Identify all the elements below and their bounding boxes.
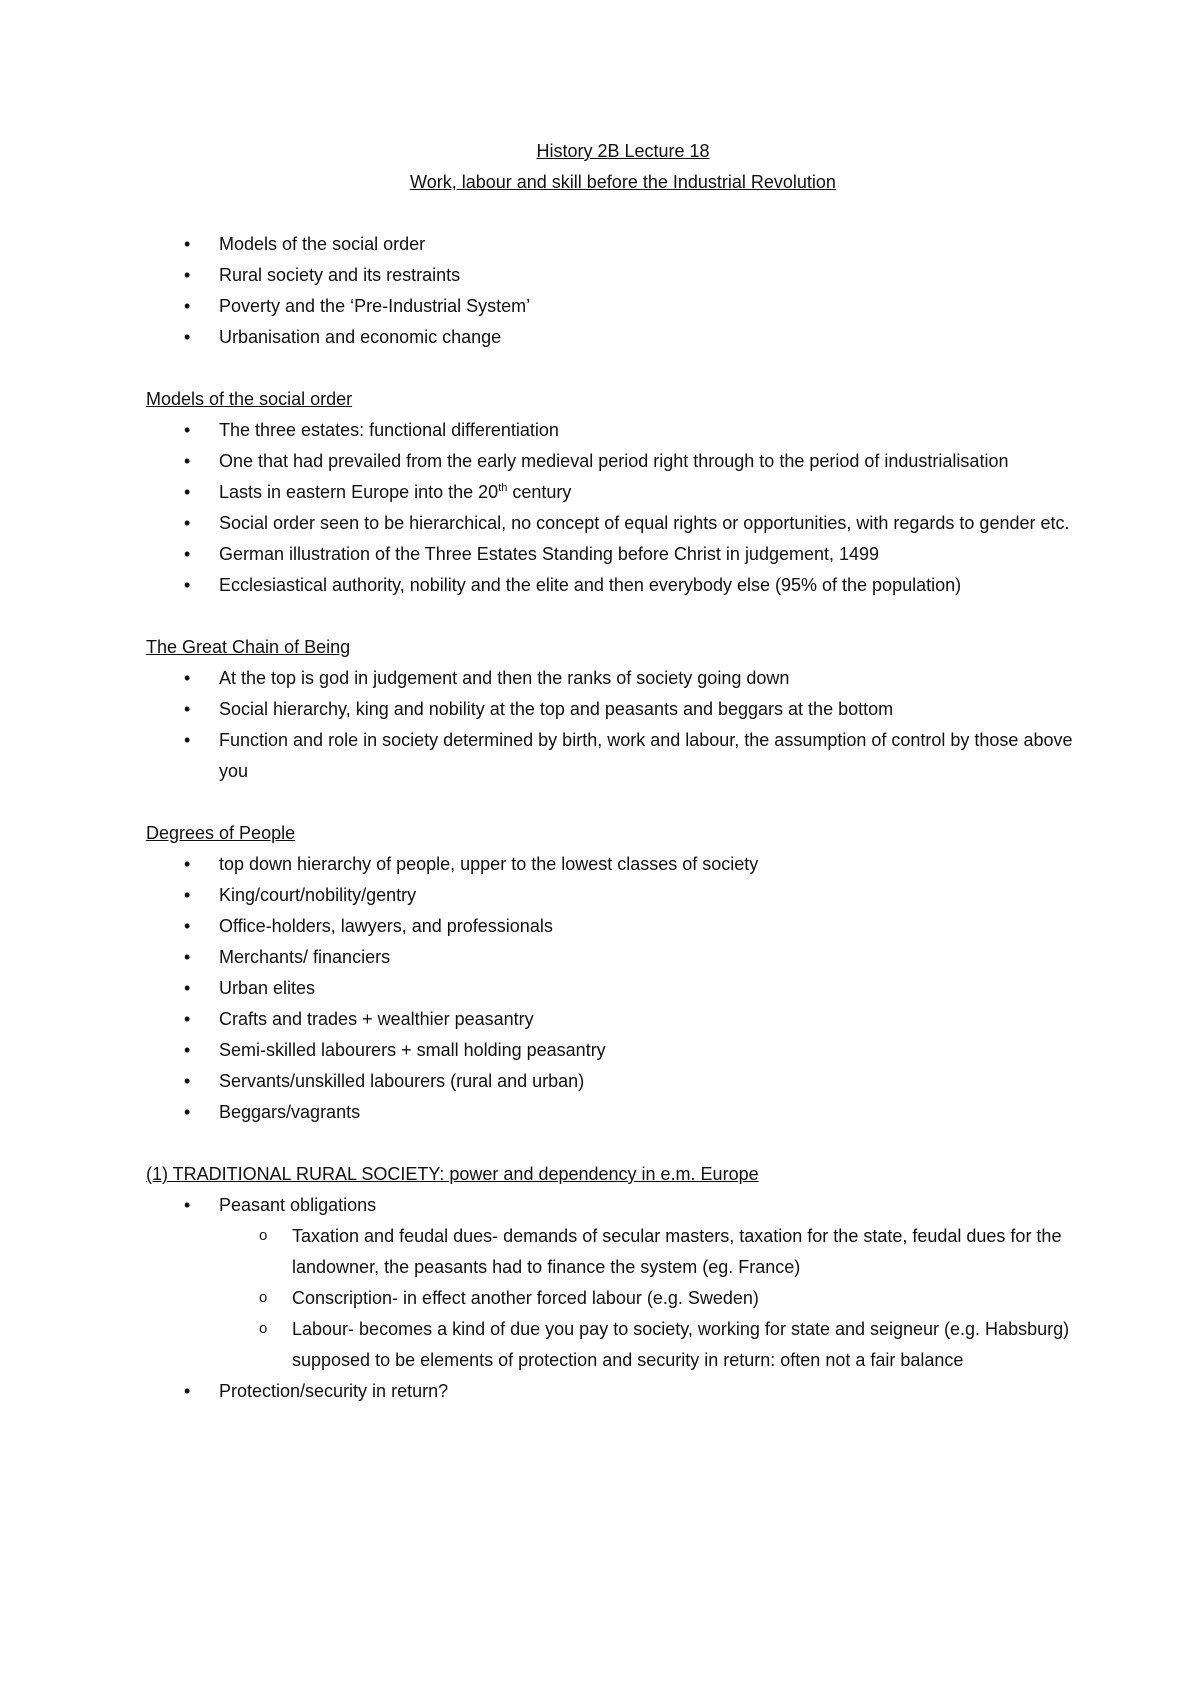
- chain-list: [146, 663, 1100, 787]
- list-item: • Urban elites: [146, 973, 1100, 1004]
- section-heading-degrees: Degrees of People: [146, 823, 296, 843]
- list-item: • Ecclesiastical authority, nobility and the elite and then everybody else (95% of the population): [146, 570, 1100, 601]
- list-item: • Merchants/ financiers: [146, 942, 1100, 973]
- overview-list: [146, 229, 1100, 353]
- list-item: • Urbanisation and economic change: [146, 322, 1100, 353]
- list-item: [146, 1190, 1100, 1221]
- section-heading-rural: (1) TRADITIONAL RURAL SOCIETY: power and dependency in e.m. Europe: [146, 1164, 759, 1184]
- sub-list-item: o Taxation and feudal dues- demands of secular masters, taxation for the state, feudal dues for the landowner, the peasants had to finance the system (eg. France): [146, 1221, 1100, 1283]
- list-item: • Office-holders, lawyers, and professionals: [146, 911, 1100, 942]
- list-item: • Beggars/vagrants: [146, 1097, 1100, 1128]
- models-list: [146, 415, 1100, 601]
- list-item: • Social order seen to be hierarchical, no concept of equal rights or opportunities, with regards to gender etc.: [146, 508, 1100, 539]
- list-item: • Models of the social order: [146, 229, 1100, 260]
- list-item: • One that had prevailed from the early medieval period right through to the period of industrialisation: [146, 446, 1100, 477]
- sub-list-item: o Labour- becomes a kind of due you pay to society, working for state and seigneur (e.g. Habsburg) supposed to be elements of protection and security in return: often not a fair balance: [146, 1314, 1100, 1376]
- list-item: • Semi-skilled labourers + small holding peasantry: [146, 1035, 1100, 1066]
- list-item: • Rural society and its restraints: [146, 260, 1100, 291]
- list-item-text: century: [507, 482, 572, 502]
- document-title: History 2B Lecture 18: [536, 141, 710, 161]
- obligations-sublist: [146, 1221, 1100, 1376]
- list-item: • Protection/security in return?: [146, 1376, 1100, 1407]
- list-item: • German illustration of the Three Estates Standing before Christ in judgement, 1499: [146, 539, 1100, 570]
- list-item: • top down hierarchy of people, upper to the lowest classes of society: [146, 849, 1100, 880]
- degrees-list: [146, 849, 1100, 1128]
- section-heading-models: Models of the social order: [146, 389, 353, 409]
- list-item: • Poverty and the ‘Pre-Industrial System’: [146, 291, 1100, 322]
- list-item: • Servants/unskilled labourers (rural and urban): [146, 1066, 1100, 1097]
- rural-list-continued: [146, 1376, 1100, 1407]
- list-item: • The three estates: functional differentiation: [146, 415, 1100, 446]
- list-item: • Function and role in society determined by birth, work and labour, the assumption of control by those above you: [146, 725, 1100, 787]
- list-item: • King/court/nobility/gentry: [146, 880, 1100, 911]
- list-item: • Social hierarchy, king and nobility at the top and peasants and beggars at the bottom: [146, 694, 1100, 725]
- list-item-text: Peasant obligations: [219, 1195, 377, 1215]
- list-item-text: Lasts in eastern Europe into the 20: [219, 482, 499, 502]
- list-item: • At the top is god in judgement and then the ranks of society going down: [146, 663, 1100, 694]
- sub-list-item: o Conscription- in effect another forced labour (e.g. Sweden): [146, 1283, 1100, 1314]
- rural-list: [146, 1190, 1100, 1221]
- superscript: th: [498, 482, 508, 494]
- list-item: • Crafts and trades + wealthier peasantry: [146, 1004, 1100, 1035]
- document-subtitle: Work, labour and skill before the Industrial Revolution: [410, 172, 836, 192]
- list-item: [146, 477, 1100, 508]
- section-heading-chain: The Great Chain of Being: [146, 637, 351, 657]
